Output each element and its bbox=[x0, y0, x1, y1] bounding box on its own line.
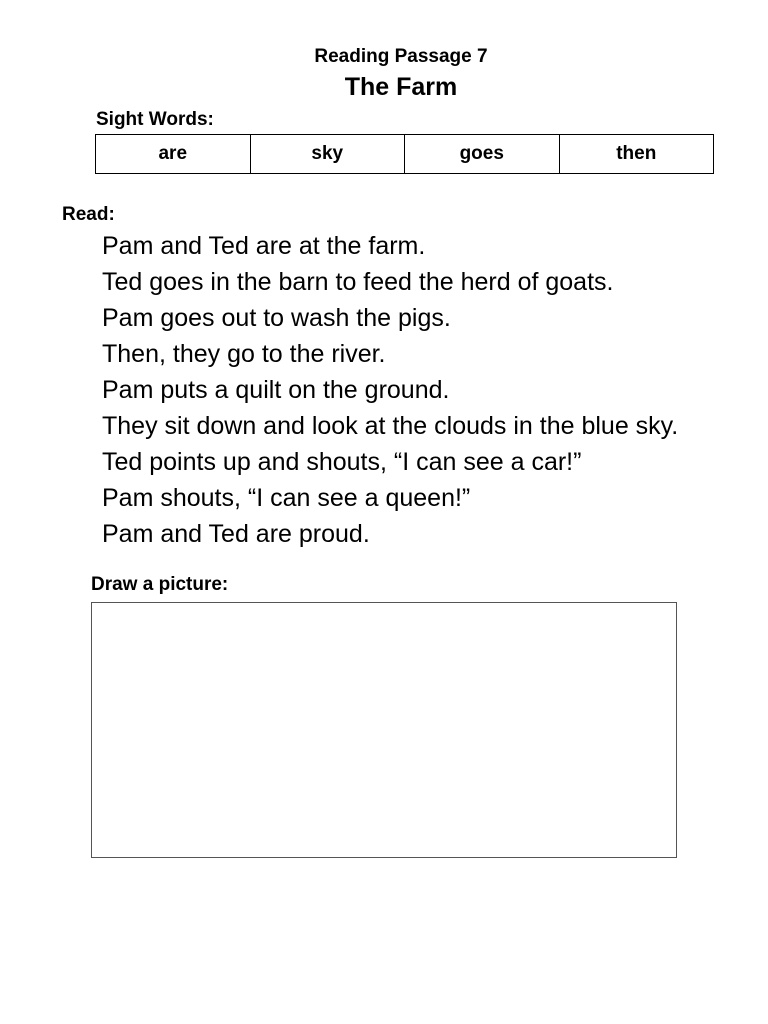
sight-word-cell: sky bbox=[250, 135, 405, 174]
sight-words-label: Sight Words: bbox=[96, 109, 214, 130]
read-label: Read: bbox=[62, 204, 115, 225]
sight-word-cell: are bbox=[96, 135, 251, 174]
page-title: The Farm bbox=[344, 73, 458, 101]
reading-passage bbox=[102, 228, 678, 552]
drawing-area[interactable] bbox=[91, 602, 677, 858]
passage-line: Pam goes out to wash the pigs. bbox=[102, 304, 451, 332]
passage-line: Then, they go to the river. bbox=[102, 340, 386, 368]
passage-line: Pam shouts, “I can see a queen!” bbox=[102, 484, 471, 512]
passage-line: Pam and Ted are proud. bbox=[102, 520, 370, 548]
passage-line: Ted points up and shouts, “I can see a car!” bbox=[102, 448, 582, 476]
passage-line: They sit down and look at the clouds in the blue sky. bbox=[102, 412, 679, 440]
passage-line: Pam and Ted are at the farm. bbox=[102, 232, 426, 260]
passage-line: Ted goes in the barn to feed the herd of goats. bbox=[102, 268, 614, 296]
draw-picture-label: Draw a picture: bbox=[91, 574, 229, 595]
sight-words-table bbox=[95, 134, 714, 174]
sight-word-cell: then bbox=[559, 135, 714, 174]
passage-line: Pam puts a quilt on the ground. bbox=[102, 376, 450, 404]
sight-words-row bbox=[96, 135, 714, 174]
sight-word-cell: goes bbox=[405, 135, 560, 174]
passage-number: Reading Passage 7 bbox=[314, 46, 488, 67]
